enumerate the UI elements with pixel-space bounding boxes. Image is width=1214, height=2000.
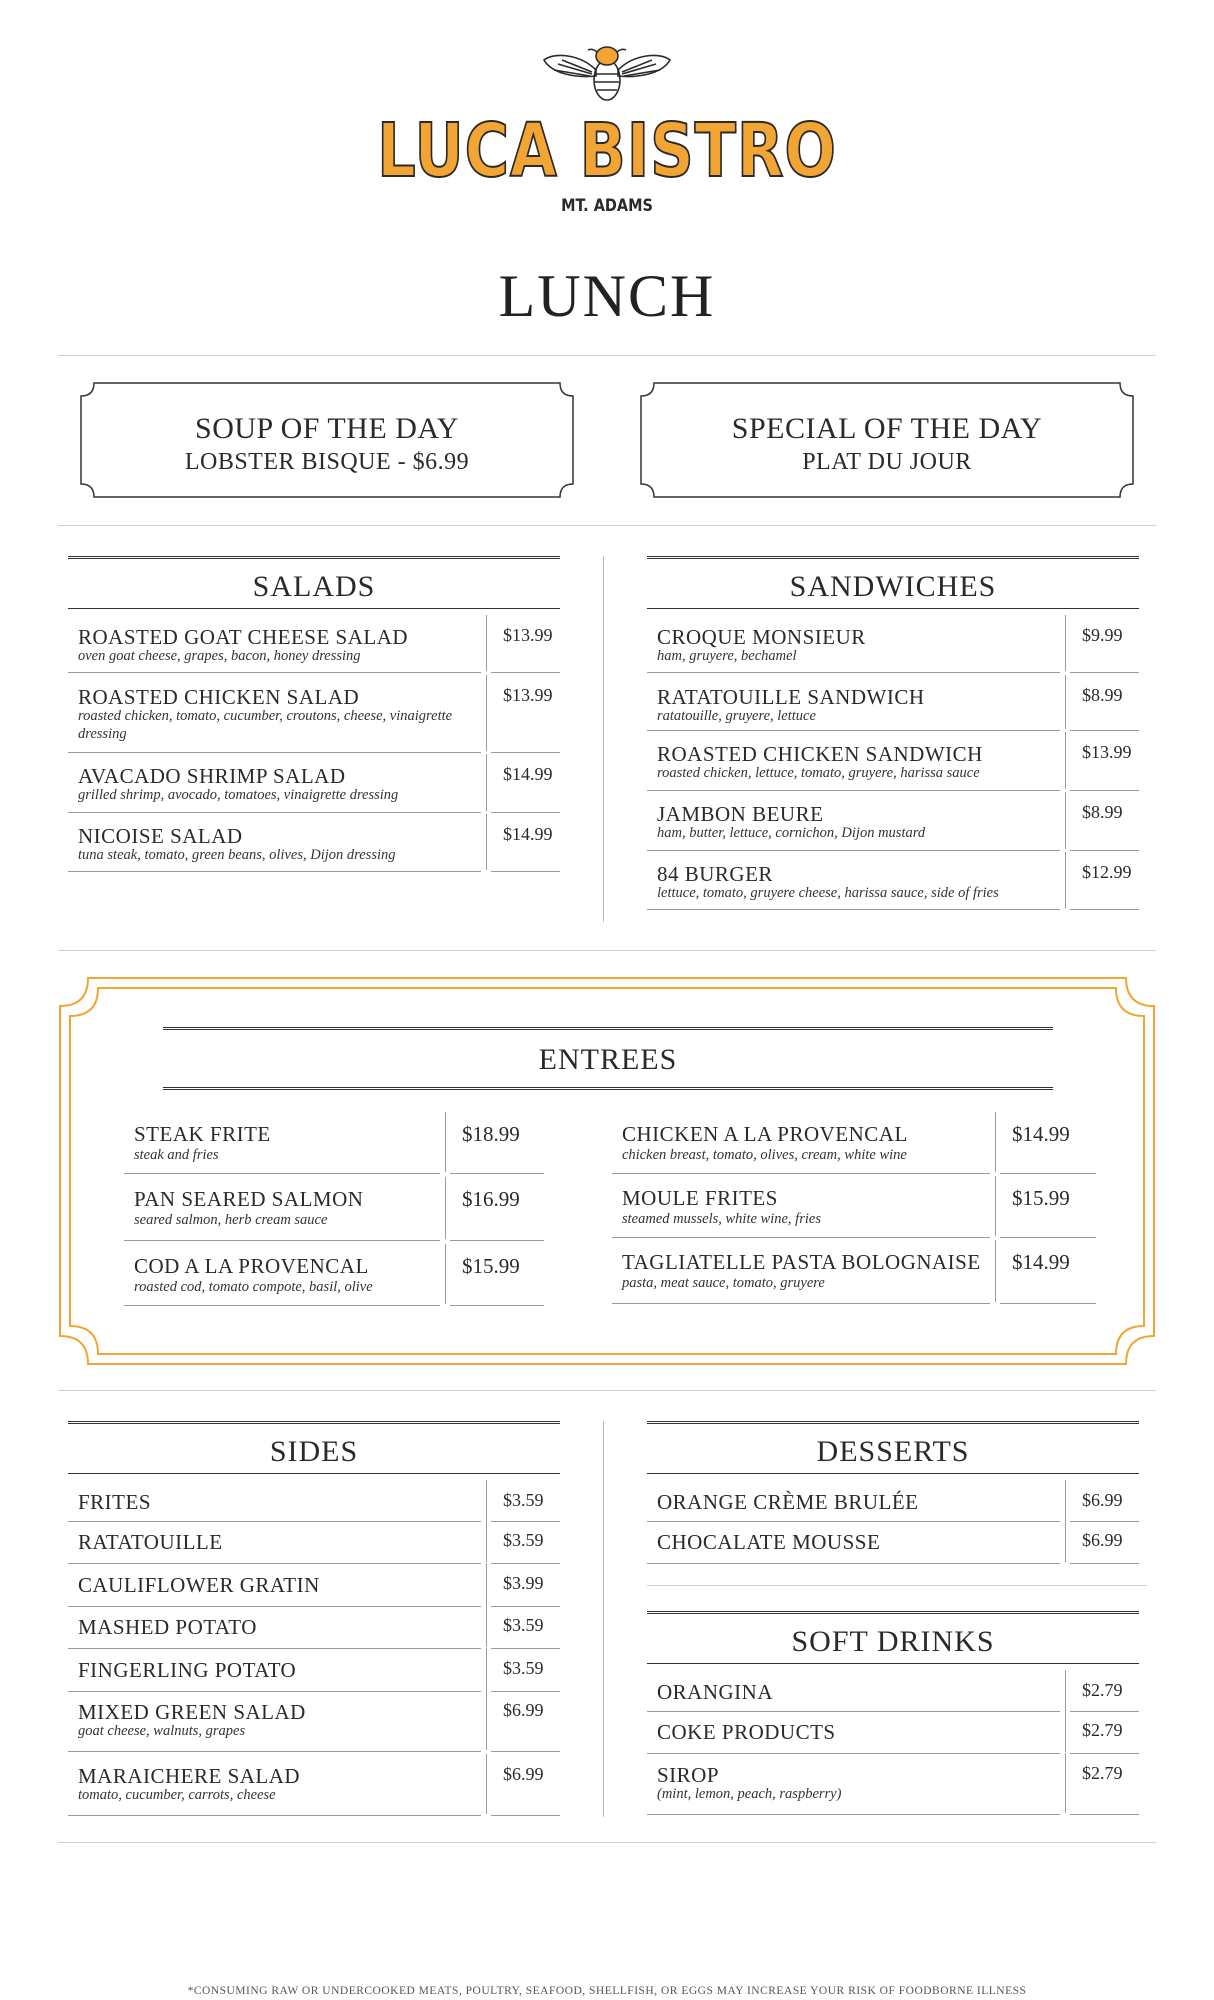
soft-drinks-header: [647, 1611, 1139, 1667]
item-price: $6.99: [1082, 1490, 1123, 1510]
price-rule: [1070, 672, 1139, 673]
price-divider: [1065, 1710, 1066, 1752]
price-rule: [491, 1751, 560, 1752]
item-name: MOULE FRITES: [622, 1186, 778, 1210]
column-divider: [603, 1421, 604, 1817]
menu-item: [68, 1490, 560, 1522]
item-price: $6.99: [503, 1764, 544, 1784]
item-description: roasted chicken, tomato, cucumber, croutons, cheese, vinaigrette dressing: [78, 708, 453, 742]
row-rule: [68, 1648, 481, 1649]
divider: [58, 1390, 1156, 1391]
row-rule: [68, 871, 481, 872]
soft-drinks-title: SOFT DRINKS: [791, 1625, 995, 1658]
divider: [58, 525, 1156, 526]
price-rule: [491, 1648, 560, 1649]
item-description: goat cheese, walnuts, grapes: [78, 1723, 246, 1739]
page-title: LUNCH: [498, 263, 716, 329]
item-name: CAULIFLOWER GRATIN: [78, 1573, 320, 1597]
row-rule: [647, 790, 1060, 791]
item-name: AVACADO SHRIMP SALAD: [78, 764, 346, 788]
item-name: MARAICHERE SALAD: [78, 1764, 301, 1788]
price-divider: [995, 1240, 996, 1302]
price-rule: [1070, 790, 1139, 791]
price-rule: [1070, 730, 1139, 731]
item-name: FINGERLING POTATO: [78, 1658, 297, 1682]
special-of-the-day-box: [640, 382, 1134, 498]
row-rule: [647, 1753, 1060, 1754]
menu-item: [68, 824, 560, 872]
item-name: ROASTED CHICKEN SANDWICH: [657, 742, 983, 766]
menu-item: [68, 1764, 560, 1816]
divider: [58, 355, 1156, 356]
item-name: SIROP: [657, 1763, 720, 1787]
price-rule: [491, 1691, 560, 1692]
item-description: ham, gruyere, bechamel: [657, 648, 797, 664]
price-divider: [486, 1605, 487, 1647]
price-rule: [1070, 1521, 1139, 1522]
price-divider: [486, 1520, 487, 1562]
brand-logo-text: LUCA BISTRO: [377, 108, 837, 194]
price-divider: [486, 675, 487, 751]
price-divider: [486, 1648, 487, 1690]
item-price: $16.99: [462, 1187, 520, 1211]
item-description: steak and fries: [134, 1147, 219, 1163]
menu-item: [68, 625, 560, 673]
entrees-header: [163, 1027, 1053, 1091]
item-name: ROASTED GOAT CHEESE SALAD: [78, 625, 409, 649]
price-rule: [491, 1606, 560, 1607]
price-divider: [445, 1112, 446, 1172]
row-rule: [68, 1521, 481, 1522]
row-rule: [612, 1303, 990, 1304]
price-rule: [491, 871, 560, 872]
item-price: $8.99: [1082, 802, 1123, 822]
item-description: oven goat cheese, grapes, bacon, honey dressing: [78, 648, 361, 664]
row-rule: [68, 1691, 481, 1692]
menu-item: [68, 685, 560, 753]
row-rule: [647, 850, 1060, 851]
price-rule: [491, 1815, 560, 1816]
item-price: $3.59: [503, 1658, 544, 1678]
item-price: $2.79: [1082, 1720, 1123, 1740]
menu-item: [612, 1122, 1096, 1174]
price-divider: [486, 615, 487, 671]
item-description: (mint, lemon, peach, raspberry): [657, 1786, 842, 1802]
item-description: seared salmon, herb cream sauce: [134, 1212, 328, 1228]
menu-item: [647, 625, 1139, 673]
price-rule: [1070, 1814, 1139, 1815]
item-description: lettuce, tomato, gruyere cheese, harissa sauce, side of fries: [657, 885, 999, 901]
item-description: ham, butter, lettuce, cornichon, Dijon mustard: [657, 825, 926, 841]
price-divider: [486, 1690, 487, 1750]
row-rule: [68, 752, 481, 753]
price-rule: [1000, 1303, 1096, 1304]
price-rule: [450, 1240, 544, 1241]
price-rule: [491, 1521, 560, 1522]
item-price: $2.79: [1082, 1680, 1123, 1700]
desserts-title: DESSERTS: [816, 1435, 970, 1468]
item-name: ORANGE CRÈME BRULÉE: [657, 1490, 919, 1514]
item-name: NICOISE SALAD: [78, 824, 243, 848]
menu-item: [647, 862, 1139, 910]
menu-item: [647, 802, 1139, 851]
menu-item: [124, 1254, 544, 1306]
item-name: CHOCALATE MOUSSE: [657, 1530, 881, 1554]
row-rule: [124, 1240, 440, 1241]
item-price: $14.99: [1012, 1250, 1070, 1274]
item-price: $18.99: [462, 1122, 520, 1146]
price-rule: [450, 1173, 544, 1174]
item-price: $3.59: [503, 1490, 544, 1510]
price-rule: [450, 1305, 544, 1306]
menu-item: [124, 1187, 544, 1241]
soup-detail: LOBSTER BISQUE - $6.99: [184, 449, 470, 475]
desserts-header: [647, 1421, 1139, 1477]
price-divider: [1065, 675, 1066, 729]
menu-item: [68, 1700, 560, 1752]
menu-item: [612, 1186, 1096, 1238]
price-divider: [486, 1480, 487, 1520]
item-price: $3.59: [503, 1530, 544, 1550]
menu-item: [647, 1530, 1139, 1564]
price-divider: [1065, 1480, 1066, 1520]
item-price: $6.99: [503, 1700, 544, 1720]
price-divider: [1065, 732, 1066, 789]
item-name: COKE PRODUCTS: [657, 1720, 836, 1744]
row-rule: [124, 1173, 440, 1174]
price-divider: [445, 1177, 446, 1239]
item-price: $14.99: [503, 824, 553, 844]
item-price: $9.99: [1082, 625, 1123, 645]
item-name: ROASTED CHICKEN SALAD: [78, 685, 360, 709]
price-divider: [486, 1563, 487, 1605]
item-price: $2.79: [1082, 1763, 1123, 1783]
footer-disclaimer: *CONSUMING RAW OR UNDERCOOKED MEATS, POULTRY, SEAFOOD, SHELLFISH, OR EGGS MAY INCREASE YOUR RISK OF FOODBORNE ILLNESS: [187, 1985, 1027, 1997]
item-name: COD A LA PROVENCAL: [134, 1254, 369, 1278]
menu-item: [68, 1658, 560, 1692]
price-divider: [486, 1754, 487, 1814]
item-price: $8.99: [1082, 685, 1123, 705]
price-rule: [1070, 1563, 1139, 1564]
price-rule: [1000, 1237, 1096, 1238]
item-name: STEAK FRITE: [134, 1122, 271, 1146]
item-name: PAN SEARED SALMON: [134, 1187, 364, 1211]
row-rule: [647, 909, 1060, 910]
price-divider: [995, 1176, 996, 1236]
row-rule: [612, 1237, 990, 1238]
item-name: MIXED GREEN SALAD: [78, 1700, 306, 1724]
menu-item: [68, 1615, 560, 1649]
row-rule: [68, 1815, 481, 1816]
row-rule: [124, 1305, 440, 1306]
divider: [58, 1842, 1156, 1843]
row-rule: [68, 1606, 481, 1607]
price-divider: [1065, 1520, 1066, 1562]
row-rule: [68, 672, 481, 673]
menu-item: [647, 1763, 1139, 1815]
price-divider: [486, 814, 487, 870]
item-description: roasted cod, tomato compote, basil, olive: [134, 1279, 373, 1295]
salads-header: [68, 556, 560, 612]
menu-item: [647, 742, 1139, 791]
price-rule: [1070, 1711, 1139, 1712]
row-rule: [612, 1173, 990, 1174]
price-rule: [491, 752, 560, 753]
menu-item: [124, 1122, 544, 1174]
row-rule: [647, 1521, 1060, 1522]
sandwiches-title: SANDWICHES: [789, 570, 997, 603]
price-divider: [445, 1244, 446, 1304]
item-price: $15.99: [462, 1254, 520, 1278]
item-price: $13.99: [1082, 742, 1132, 762]
menu-item: [647, 685, 1139, 731]
price-rule: [1070, 1753, 1139, 1754]
item-name: ORANGINA: [657, 1680, 773, 1704]
sides-title: SIDES: [269, 1435, 359, 1468]
price-divider: [995, 1112, 996, 1172]
price-rule: [1070, 850, 1139, 851]
item-description: chicken breast, tomato, olives, cream, white wine: [622, 1147, 907, 1163]
item-description: steamed mussels, white wine, fries: [622, 1211, 821, 1227]
item-name: RATATOUILLE: [78, 1530, 223, 1554]
price-rule: [1000, 1173, 1096, 1174]
item-price: $6.99: [1082, 1530, 1123, 1550]
row-rule: [647, 672, 1060, 673]
price-divider: [1065, 792, 1066, 849]
item-name: MASHED POTATO: [78, 1615, 257, 1639]
menu-item: [612, 1250, 1096, 1304]
menu-item: [647, 1680, 1139, 1712]
menu-item: [647, 1720, 1139, 1754]
item-price: $13.99: [503, 625, 553, 645]
divider: [58, 950, 1156, 951]
soup-title: SOUP OF THE DAY: [195, 412, 459, 445]
item-description: tuna steak, tomato, green beans, olives, Dijon dressing: [78, 847, 396, 863]
row-rule: [647, 1711, 1060, 1712]
item-description: roasted chicken, lettuce, tomato, gruyere, harissa sauce: [657, 765, 980, 781]
salads-title: SALADS: [252, 570, 376, 603]
item-description: tomato, cucumber, carrots, cheese: [78, 1787, 276, 1803]
menu-item: [68, 1530, 560, 1564]
row-rule: [68, 1751, 481, 1752]
item-name: JAMBON BEURE: [657, 802, 824, 826]
sides-header: [68, 1421, 560, 1477]
price-divider: [1065, 852, 1066, 908]
item-price: $12.99: [1082, 862, 1132, 882]
item-price: $15.99: [1012, 1186, 1070, 1210]
price-rule: [491, 672, 560, 673]
menu-item: [647, 1490, 1139, 1522]
row-rule: [647, 730, 1060, 731]
row-rule: [647, 1814, 1060, 1815]
row-rule: [68, 1563, 481, 1564]
location-text: MT. ADAMS: [561, 196, 653, 216]
special-title: SPECIAL OF THE DAY: [731, 412, 1043, 445]
price-divider: [1065, 1670, 1066, 1710]
item-name: CHICKEN A LA PROVENCAL: [622, 1122, 908, 1146]
item-price: $14.99: [503, 764, 553, 784]
menu-item: [68, 764, 560, 813]
item-price: $3.99: [503, 1573, 544, 1593]
menu-item: [68, 1573, 560, 1607]
item-price: $14.99: [1012, 1122, 1070, 1146]
row-rule: [647, 1563, 1060, 1564]
price-divider: [1065, 1753, 1066, 1813]
item-description: ratatouille, gruyere, lettuce: [657, 708, 816, 724]
item-description: grilled shrimp, avocado, tomatoes, vinaigrette dressing: [78, 787, 399, 803]
item-name: TAGLIATELLE PASTA BOLOGNAISE: [622, 1250, 981, 1274]
item-description: pasta, meat sauce, tomato, gruyere: [622, 1275, 825, 1291]
price-rule: [491, 1563, 560, 1564]
divider: [647, 1585, 1147, 1586]
sandwiches-header: [647, 556, 1139, 612]
item-price: $13.99: [503, 685, 553, 705]
bee-icon: [540, 40, 674, 110]
row-rule: [68, 812, 481, 813]
item-name: 84 BURGER: [657, 862, 773, 886]
price-rule: [491, 812, 560, 813]
price-rule: [1070, 909, 1139, 910]
soup-of-the-day-box: [80, 382, 574, 498]
column-divider: [603, 556, 604, 922]
price-divider: [486, 754, 487, 811]
special-detail: PLAT DU JOUR: [802, 449, 972, 475]
price-divider: [1065, 615, 1066, 671]
item-name: FRITES: [78, 1490, 152, 1514]
item-name: RATATOUILLE SANDWICH: [657, 685, 925, 709]
entrees-title: ENTREES: [538, 1043, 678, 1076]
item-price: $3.59: [503, 1615, 544, 1635]
item-name: CROQUE MONSIEUR: [657, 625, 866, 649]
